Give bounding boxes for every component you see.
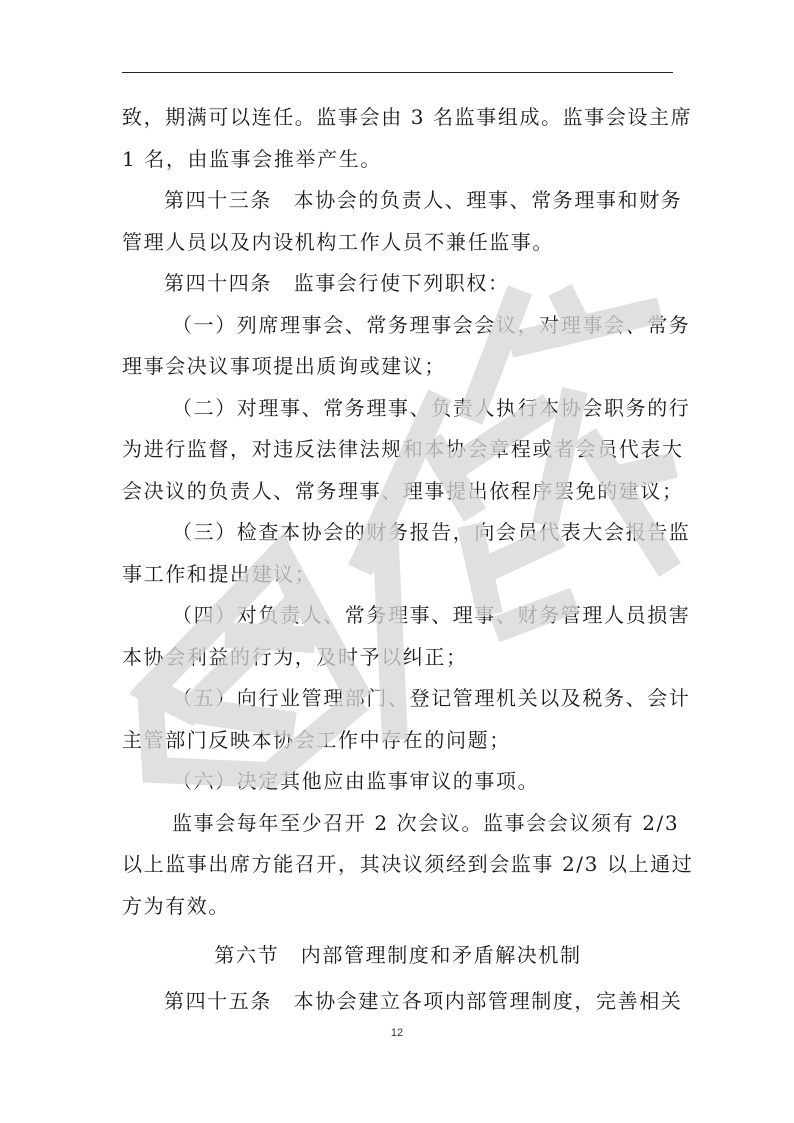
article-45-start: 第四十五条 本协会建立各项内部管理制度，完善相关 — [164, 989, 683, 1013]
text-line: 事工作和提出建议； — [122, 561, 317, 586]
text-line: 1 名，由监事会推举产生。 — [122, 146, 382, 171]
text-line: 主管部门反映本协会工作中存在的问题； — [122, 727, 511, 752]
list-item-5: （五）向行业管理部门、登记管理机关以及税务、会计 — [172, 686, 691, 710]
list-item-1: （一）列席理事会、常务理事会会议，对理事会、常务 — [172, 312, 691, 337]
text-line: 以上监事出席方能召开，其决议须经到会监事 2/3 以上通过 — [122, 852, 694, 876]
text-line: 会决议的负责人、常务理事、理事提出依程序罢免的建议； — [122, 478, 684, 503]
article-44-start: 第四十四条 监事会行使下列职权： — [164, 271, 510, 295]
text-line: 致，期满可以连任。监事会由 3 名监事组成。监事会设主席 — [122, 105, 693, 129]
header-rule — [122, 72, 673, 73]
text-line: 管理人员以及内设机构工作人员不兼任监事。 — [122, 229, 554, 254]
document-body — [122, 97, 694, 1023]
page-number: 12 — [390, 1027, 404, 1039]
list-item-4: （四）对负责人、常务理事、理事、财务管理人员损害 — [172, 603, 691, 627]
text-line: 为进行监督，对违反法律法规和本协会章程或者会员代表大 — [122, 437, 684, 461]
article-43-start: 第四十三条 本协会的负责人、理事、常务理事和财务 — [164, 188, 683, 212]
meeting-paragraph-start: 监事会每年至少召开 2 次会议。监事会会议须有 2/3 — [172, 810, 680, 835]
text-line: 本协会利益的行为，及时予以纠正； — [122, 644, 468, 669]
list-item-6: （六）决定其他应由监事审议的事项。 — [172, 769, 540, 793]
text-line: 理事会决议事项提出质询或建议； — [122, 354, 446, 378]
section-heading: 第六节 内部管理制度和矛盾解决机制 — [214, 943, 582, 967]
list-item-3: （三）检查本协会的财务报告，向会员代表大会报告监 — [172, 520, 691, 544]
text-line: 方为有效。 — [122, 893, 230, 918]
list-item-2: （二）对理事、常务理事、负责人执行本协会职务的行 — [172, 395, 691, 420]
